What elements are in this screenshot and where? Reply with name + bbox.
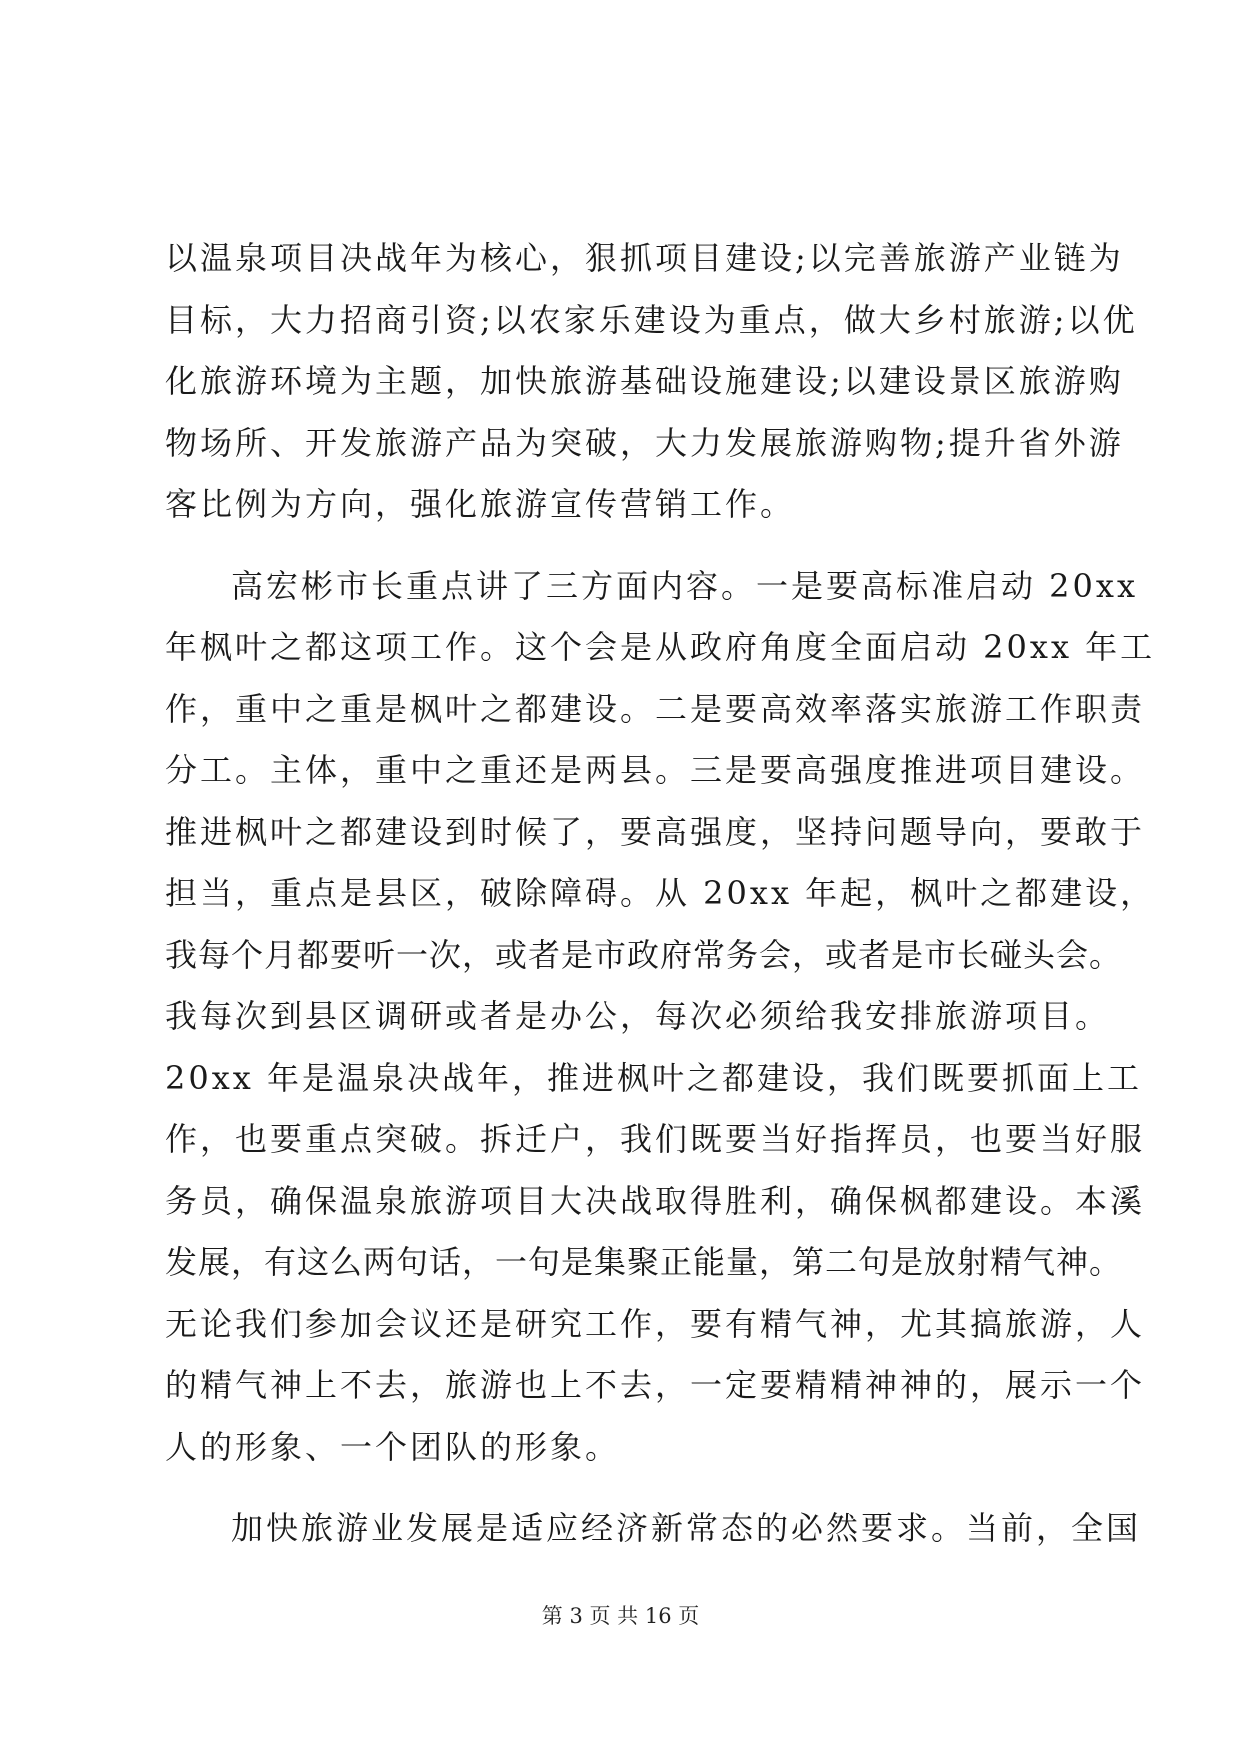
text-line: 担当，重点是县区，破除障碍。从 20xx 年起，枫叶之都建设， xyxy=(165,874,1156,912)
text-line: 客比例为方向，强化旅游宣传营销工作。 xyxy=(165,485,796,523)
text-line: 的精气神上不去，旅游也上不去，一定要精精神神的，展示一个 xyxy=(165,1366,1146,1404)
paragraph-spacer xyxy=(165,1478,1085,1498)
text-line: 无论我们参加会议还是研究工作，要有精气神，尤其搞旅游，人 xyxy=(165,1304,1146,1343)
text-line: 务员，确保温泉旅游项目大决战取得胜利，确保枫都建设。本溪 xyxy=(165,1181,1146,1220)
text-line: 发展，有这么两句话，一句是集聚正能量，第二句是放射精气神。 xyxy=(165,1243,1123,1281)
text-line: 作，也要重点突破。拆迁户，我们既要当好指挥员，也要当好服 xyxy=(165,1120,1146,1158)
paragraph-2 xyxy=(165,556,1156,1479)
text-line: 高宏彬市长重点讲了三方面内容。一是要高标准启动 20xx xyxy=(231,566,1138,605)
text-line: 年枫叶之都这项工作。这个会是从政府角度全面启动 20xx 年工 xyxy=(165,628,1156,666)
paragraph-spacer xyxy=(165,536,1085,556)
text-line: 20xx 年是温泉决战年，推进枫叶之都建设，我们既要抓面上工 xyxy=(165,1058,1142,1097)
text-line: 我每个月都要听一次，或者是市政府常务会，或者是市长碰头会。 xyxy=(165,935,1123,974)
page-number-footer: 第 3 页 共 16 页 xyxy=(541,1604,700,1628)
text-line: 我每次到县区调研或者是办公，每次必须给我安排旅游项目。 xyxy=(165,997,1111,1035)
text-line: 作，重中之重是枫叶之都建设。二是要高效率落实旅游工作职责 xyxy=(165,689,1146,728)
text-line: 以温泉项目决战年为核心，狠抓项目建设;以完善旅游产业链为 xyxy=(165,239,1124,277)
text-line: 推进枫叶之都建设到时候了，要高强度，坚持问题导向，要敢于 xyxy=(165,812,1146,851)
paragraph-3 xyxy=(165,1498,1142,1560)
text-line: 化旅游环境为主题，加快旅游基础设施建设;以建设景区旅游购 xyxy=(165,362,1124,400)
document-body xyxy=(165,228,1156,1560)
paragraph-1 xyxy=(165,228,1138,536)
text-line: 物场所、开发旅游产品为突破，大力发展旅游购物;提升省外游 xyxy=(165,423,1124,462)
text-line: 目标，大力招商引资;以农家乐建设为重点，做大乡村旅游;以优 xyxy=(165,300,1138,339)
text-line: 加快旅游业发展是适应经济新常态的必然要求。当前，全国 xyxy=(231,1509,1142,1547)
text-line: 分工。主体，重中之重还是两县。三是要高强度推进项目建设。 xyxy=(165,751,1146,789)
text-line: 人的形象、一个团队的形象。 xyxy=(165,1427,621,1466)
